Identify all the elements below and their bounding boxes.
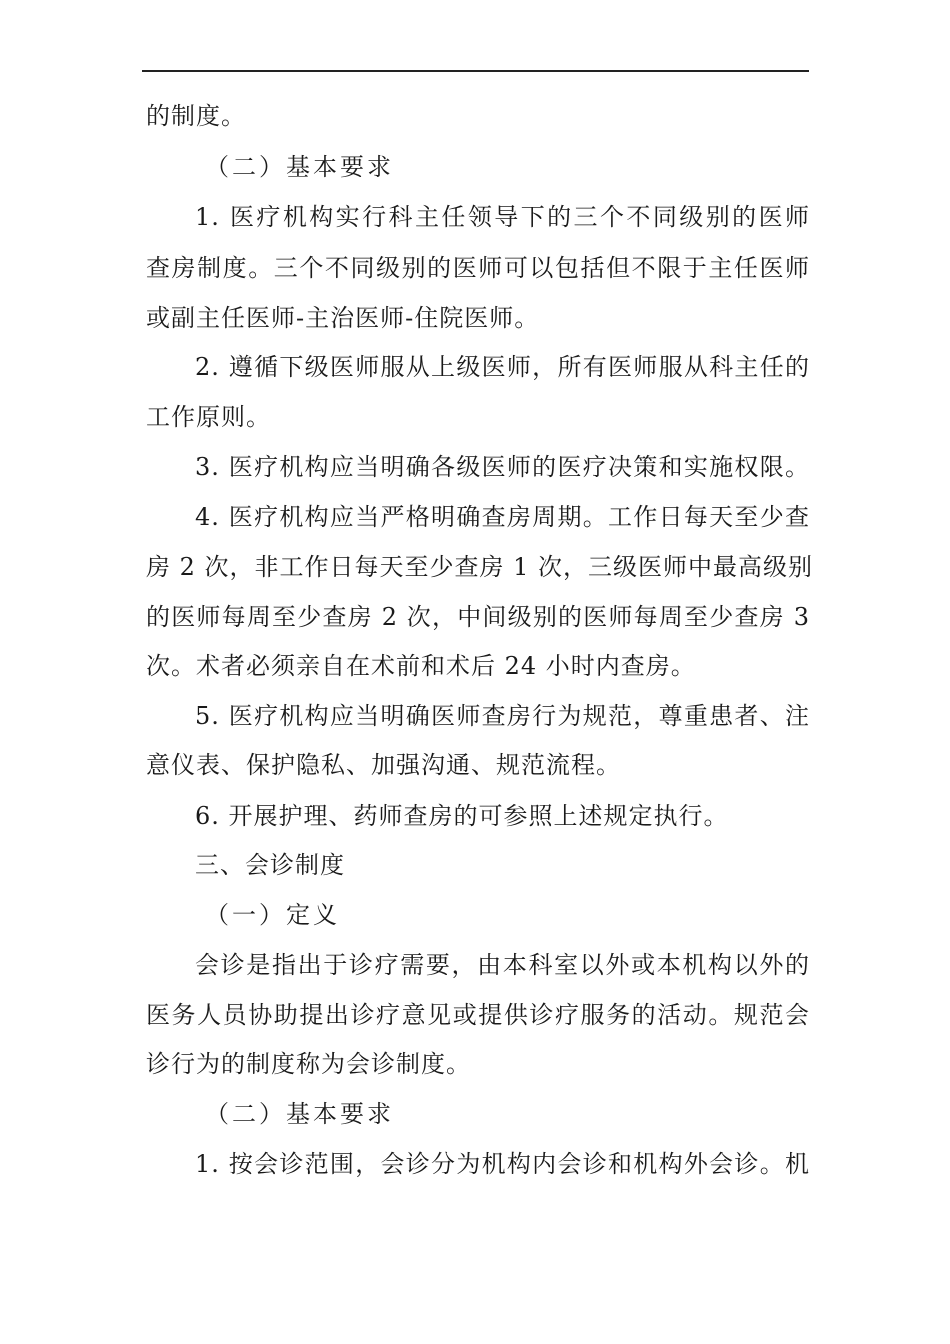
subsection-heading-basic-requirements: （二）基本要求 [205, 153, 394, 181]
paragraph-line: 3. 医疗机构应当明确各级医师的医疗决策和实施权限。 [195, 453, 810, 481]
paragraph-line: 查房制度。三个不同级别的医师可以包括但不限于主任医师 [146, 254, 810, 282]
paragraph-line: 诊行为的制度称为会诊制度。 [146, 1050, 471, 1078]
paragraph-line: 的制度。 [146, 102, 246, 130]
subsection-heading-definition: （一）定义 [205, 901, 340, 929]
paragraph-line: 医务人员协助提出诊疗意见或提供诊疗服务的活动。规范会 [146, 1001, 810, 1029]
header-rule [142, 70, 809, 72]
paragraph-line: 4. 医疗机构应当严格明确查房周期。工作日每天至少查 [195, 503, 810, 531]
section-heading-consultation-system: 三、会诊制度 [195, 851, 345, 879]
subsection-heading-basic-requirements: （二）基本要求 [205, 1100, 394, 1128]
paragraph-line: 1. 按会诊范围，会诊分为机构内会诊和机构外会诊。机 [195, 1150, 810, 1178]
paragraph-line: 工作原则。 [146, 403, 271, 431]
paragraph-line: 意仪表、保护隐私、加强沟通、规范流程。 [146, 751, 621, 779]
paragraph-line: 6. 开展护理、药师查房的可参照上述规定执行。 [195, 802, 729, 830]
paragraph-line: 次。术者必须亲自在术前和术后 24 小时内查房。 [146, 652, 696, 680]
paragraph-line: 5. 医疗机构应当明确医师查房行为规范，尊重患者、注 [195, 702, 810, 730]
paragraph-line: 房 2 次，非工作日每天至少查房 1 次，三级医师中最高级别 [146, 553, 814, 581]
paragraph-line: 或副主任医师-主治医师-住院医师。 [146, 304, 540, 332]
paragraph-line: 会诊是指出于诊疗需要，由本科室以外或本机构以外的 [195, 951, 810, 979]
paragraph-line: 2. 遵循下级医师服从上级医师，所有医师服从科主任的 [195, 353, 810, 381]
paragraph-line: 1. 医疗机构实行科主任领导下的三个不同级别的医师 [195, 203, 810, 231]
paragraph-line: 的医师每周至少查房 2 次，中间级别的医师每周至少查房 3 [146, 603, 810, 631]
